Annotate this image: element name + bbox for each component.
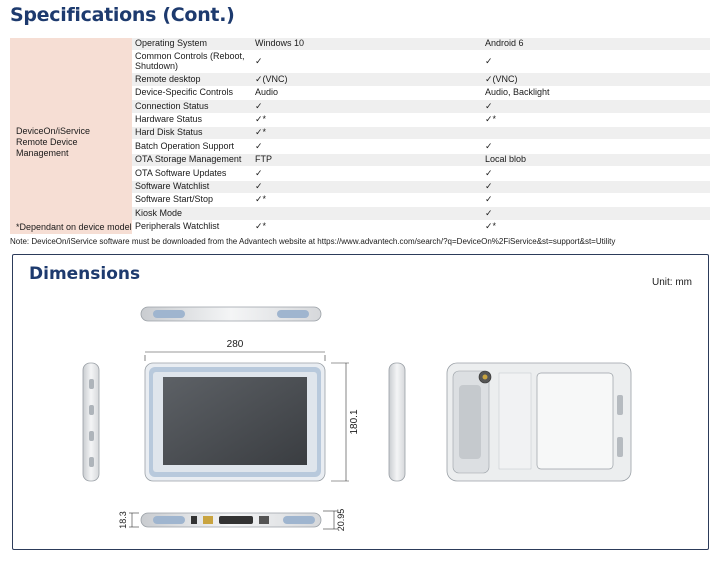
- android-cell: ✓: [482, 100, 710, 113]
- download-note: Note: DeviceOn/iService software must be downloaded from the Advantech website at https://www.advantech.com/search/?q=DeviceOn%2FiService&st=support&st=Utility: [10, 237, 616, 246]
- dimensions-panel: [12, 254, 709, 550]
- feature-cell: Device-Specific Controls: [132, 86, 252, 99]
- back-view: [447, 363, 631, 481]
- dimension-drawings: [13, 255, 710, 551]
- side-category-cell: [10, 38, 132, 234]
- android-cell: Local blob: [482, 153, 710, 166]
- spec-table: [10, 37, 710, 234]
- android-cell: [482, 126, 710, 139]
- feature-cell: Peripherals Watchlist: [132, 220, 252, 233]
- android-cell: Android 6: [482, 38, 710, 51]
- feature-cell: Connection Status: [132, 100, 252, 113]
- windows-cell: ✓: [252, 167, 482, 180]
- feature-cell: OTA Software Updates: [132, 167, 252, 180]
- android-cell: ✓: [482, 193, 710, 206]
- feature-cell: Hard Disk Status: [132, 126, 252, 139]
- feature-cell: OTA Storage Management: [132, 153, 252, 166]
- windows-cell: ✓: [252, 100, 482, 113]
- side-label-line1: DeviceOn/iService: [16, 126, 91, 136]
- windows-cell: FTP: [252, 153, 482, 166]
- android-cell: ✓: [482, 167, 710, 180]
- specifications-title: Specifications (Cont.): [10, 4, 235, 26]
- feature-cell: Remote desktop: [132, 73, 252, 86]
- dimensions-title: Dimensions: [29, 264, 141, 284]
- windows-cell: Windows 10: [252, 38, 482, 51]
- feature-cell: Hardware Status: [132, 113, 252, 126]
- android-cell: ✓*: [482, 113, 710, 126]
- android-cell: ✓: [482, 51, 710, 73]
- left-side-view: [83, 363, 99, 481]
- feature-cell: Common Controls (Reboot, Shutdown): [132, 51, 252, 73]
- thickness2-label: 20.95: [336, 508, 346, 532]
- android-cell: ✓(VNC): [482, 73, 710, 86]
- spec-row: [10, 38, 710, 51]
- android-cell: ✓: [482, 140, 710, 153]
- side-footnote: *Dependant on device model: [16, 221, 132, 232]
- android-cell: Audio, Backlight: [482, 86, 710, 99]
- height-label: 180.1: [349, 409, 360, 435]
- thickness-label: 18.3: [118, 511, 128, 529]
- right-side-view: [389, 363, 405, 481]
- side-category-label: [16, 126, 132, 158]
- bottom-view: [118, 509, 346, 532]
- windows-cell: ✓: [252, 140, 482, 153]
- unit-label: Unit: mm: [652, 277, 692, 288]
- windows-cell: ✓*: [252, 126, 482, 139]
- android-cell: ✓*: [482, 220, 710, 233]
- windows-cell: ✓: [252, 180, 482, 193]
- width-label: 280: [226, 339, 244, 350]
- feature-cell: Software Watchlist: [132, 180, 252, 193]
- front-view: [145, 339, 360, 481]
- feature-cell: Batch Operation Support: [132, 140, 252, 153]
- windows-cell: ✓: [252, 51, 482, 73]
- feature-cell: Operating System: [132, 38, 252, 51]
- feature-cell: Kiosk Mode: [132, 207, 252, 220]
- feature-cell: Software Start/Stop: [132, 193, 252, 206]
- windows-cell: ✓*: [252, 193, 482, 206]
- windows-cell: ✓*: [252, 113, 482, 126]
- windows-cell: Audio: [252, 86, 482, 99]
- windows-cell: ✓(VNC): [252, 73, 482, 86]
- android-cell: ✓: [482, 180, 710, 193]
- android-cell: ✓: [482, 207, 710, 220]
- top-view: [141, 307, 321, 321]
- windows-cell: ✓*: [252, 220, 482, 233]
- side-label-line2: Remote Device Management: [16, 136, 78, 158]
- windows-cell: [252, 207, 482, 220]
